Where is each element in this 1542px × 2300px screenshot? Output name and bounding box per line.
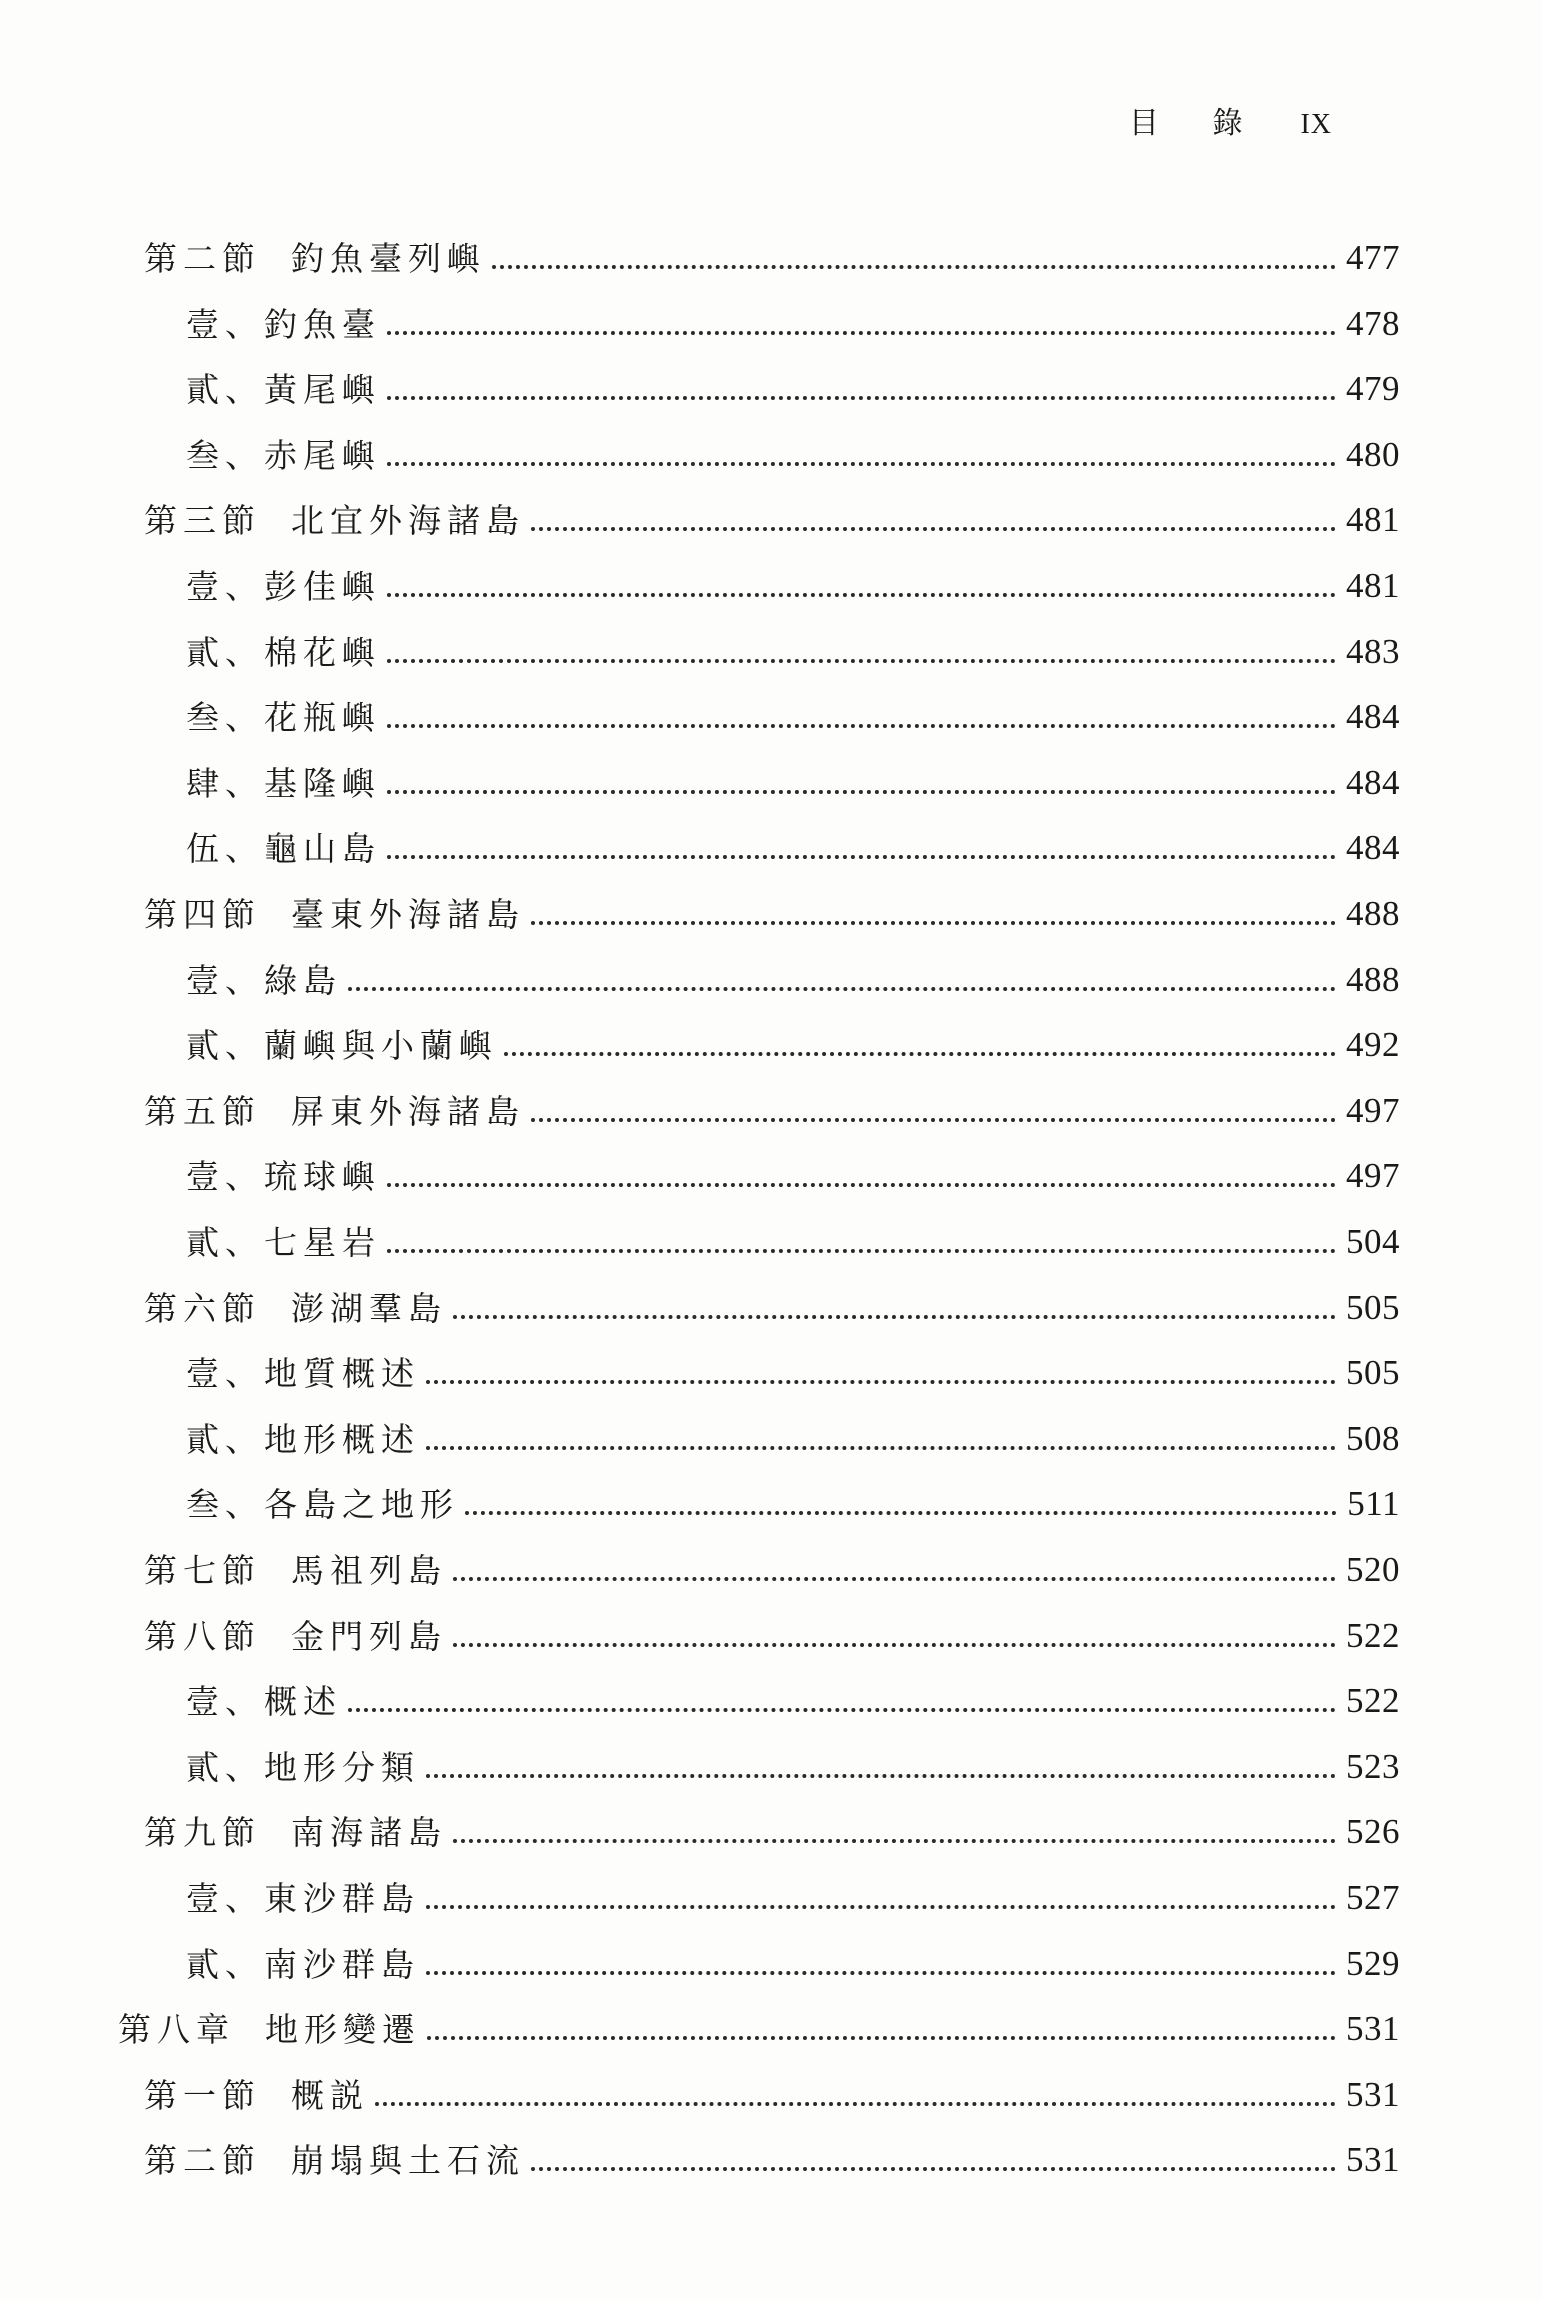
toc-entry-title: 澎湖羣島 (291, 1288, 447, 1328)
dot-leader (387, 658, 1336, 663)
dot-leader (387, 592, 1336, 597)
toc-entry (186, 1658, 1400, 1722)
toc-entry-title: 壹、綠島 (186, 960, 342, 1000)
dot-leader (348, 986, 1336, 991)
toc-entry-page-number: 523 (1346, 1746, 1400, 1786)
toc-entry-page-number: 508 (1346, 1418, 1400, 1458)
toc-entry-label (186, 1223, 385, 1262)
toc-entry (144, 477, 1400, 541)
dot-leader (387, 789, 1336, 794)
toc-entry-page-number: 497 (1346, 1090, 1400, 1130)
toc-entry-title: 金門列島 (291, 1616, 447, 1656)
dot-leader (375, 2101, 1336, 2106)
toc-entry-title: 貳、地形分類 (186, 1747, 420, 1787)
toc-entry (118, 1986, 1400, 2050)
dot-leader (465, 1510, 1337, 1515)
toc-entry-page-number: 478 (1346, 303, 1400, 343)
toc-entry (186, 1133, 1400, 1197)
toc-entry-page-number: 526 (1346, 1812, 1400, 1852)
toc-entry (144, 871, 1400, 934)
dot-leader (387, 854, 1336, 859)
toc-entry-page-number: 481 (1346, 500, 1400, 540)
toc-entry-label (118, 2010, 425, 2050)
toc-entry-label (144, 239, 490, 278)
toc-entry (186, 281, 1400, 344)
toc-entry-title: 崩塌與土石流 (291, 2141, 525, 2181)
toc-entry-title: 壹、概述 (186, 1682, 342, 1722)
toc-entry-page-number: 484 (1346, 828, 1400, 868)
toc-entry-label (186, 1879, 424, 1918)
toc-entry-page-number: 520 (1346, 1550, 1400, 1589)
toc-entry-label (186, 567, 385, 606)
toc-entry (186, 1396, 1400, 1459)
toc-entry (186, 740, 1400, 803)
toc-entry-label (186, 698, 385, 738)
toc-entry-title: 壹、地質概述 (186, 1354, 420, 1394)
toc-entry-title: 北宜外海諸島 (291, 501, 525, 541)
dot-leader (504, 1051, 1336, 1056)
toc-entry-title: 屏東外海諸島 (291, 1091, 525, 1131)
toc-entry-label (186, 304, 385, 344)
toc-entry-number: 第三節 (144, 501, 261, 541)
toc-entry (186, 1330, 1400, 1394)
toc-entry-label (144, 2075, 373, 2115)
toc-entry (144, 1265, 1400, 1328)
toc-entry (144, 1068, 1400, 1131)
running-header (1129, 98, 1332, 142)
dot-leader (453, 1576, 1336, 1581)
toc-entry-title: 貳、棉花嶼 (186, 632, 381, 672)
toc-entry-label (186, 370, 385, 410)
toc-entry-page-number: 484 (1346, 762, 1400, 802)
dot-leader (387, 395, 1336, 400)
toc-entry-page-number: 522 (1346, 1681, 1400, 1721)
toc-entry-page-number: 477 (1346, 238, 1400, 277)
toc-entry (144, 1527, 1400, 1590)
dot-leader (387, 1248, 1336, 1253)
toc-entry (144, 215, 1400, 278)
toc-entry-number: 第九節 (144, 1813, 261, 1853)
dot-leader (348, 1707, 1336, 1712)
dot-leader (531, 2166, 1336, 2171)
toc-entry-label (144, 1551, 451, 1590)
toc-entry-number: 第二節 (144, 239, 261, 278)
toc-entry-label (186, 1747, 424, 1787)
toc-entry (186, 609, 1400, 672)
toc-entry-label (144, 1091, 529, 1131)
toc-entry-title: 貳、地形概述 (186, 1419, 420, 1459)
dot-leader (426, 1970, 1336, 1975)
dot-leader (387, 1182, 1336, 1187)
toc-entry-label (186, 1026, 502, 1066)
toc-entry-title: 馬祖列島 (291, 1551, 447, 1590)
dot-leader (531, 1117, 1336, 1122)
toc-entry-label (186, 632, 385, 672)
toc-entry (144, 2117, 1400, 2181)
dot-leader (387, 723, 1336, 728)
toc-entry (186, 1002, 1400, 1066)
dot-leader (387, 461, 1336, 466)
toc-entry-page-number: 505 (1346, 1353, 1400, 1393)
toc-entry-title: 肆、基隆嶼 (186, 763, 381, 803)
toc-entry (144, 1593, 1400, 1656)
dot-leader (426, 1445, 1336, 1450)
toc-entry-label (144, 895, 529, 934)
toc-entry-label (186, 1157, 385, 1197)
toc-entry-label (186, 829, 385, 869)
toc-entry-title: 釣魚臺列嶼 (291, 239, 486, 278)
toc-entry-page-number: 531 (1346, 2009, 1400, 2049)
toc-entry-title: 壹、彭佳嶼 (186, 567, 381, 606)
toc-entry (186, 1199, 1400, 1262)
dot-leader (387, 330, 1336, 335)
toc-entry-title: 壹、東沙群島 (186, 1879, 420, 1918)
toc-entry-label (186, 1485, 463, 1525)
toc-entry-number: 第二節 (144, 2141, 261, 2181)
toc-entry-title: 臺東外海諸島 (291, 895, 525, 934)
dot-leader (427, 2035, 1336, 2040)
dot-leader (492, 264, 1336, 269)
toc-entry-page-number: 531 (1346, 2074, 1400, 2114)
page-folio: IX (1300, 109, 1332, 140)
toc-entry-label (186, 1354, 424, 1394)
toc-entry-number: 第一節 (144, 2075, 261, 2115)
toc-entry-title: 貳、七星岩 (186, 1223, 381, 1262)
toc-entry-number: 第七節 (144, 1551, 261, 1590)
toc-entry-page-number: 504 (1346, 1222, 1400, 1261)
toc-entry-title: 地形變遷 (265, 2010, 421, 2050)
dot-leader (531, 920, 1336, 925)
toc-entry-number: 第四節 (144, 895, 261, 934)
dot-leader (426, 1904, 1336, 1909)
toc-entry-title: 貳、黃尾嶼 (186, 370, 381, 410)
toc-entry-page-number: 479 (1346, 369, 1400, 409)
toc-entry-title: 伍、龜山島 (186, 829, 381, 869)
toc-entry-page-number: 529 (1346, 1943, 1400, 1983)
toc-entry-title: 叁、各島之地形 (186, 1485, 459, 1525)
toc-entry-page-number: 527 (1346, 1878, 1400, 1917)
toc-entry (144, 2052, 1400, 2115)
toc-entry-number: 第五節 (144, 1091, 261, 1131)
toc-entry (186, 1461, 1400, 1525)
toc-entry (186, 1921, 1400, 1984)
toc-entry-page-number: 492 (1346, 1025, 1400, 1065)
toc-entry-number: 第八節 (144, 1616, 261, 1656)
toc-entry-title: 概説 (291, 2075, 369, 2115)
toc-entry-number: 第六節 (144, 1288, 261, 1328)
toc-entry-label (186, 1682, 346, 1722)
toc-entry-page-number: 505 (1346, 1287, 1400, 1327)
toc-entry-label (186, 763, 385, 803)
dot-leader (426, 1773, 1336, 1778)
toc-entry (144, 1789, 1400, 1853)
toc-entry-label (144, 1813, 451, 1853)
toc-entry-label (144, 1288, 451, 1328)
toc-entry-title: 壹、釣魚臺 (186, 304, 381, 344)
toc-entry-label (186, 960, 346, 1000)
toc-entry (186, 543, 1400, 606)
toc-entry (186, 805, 1400, 869)
toc-entry-label (144, 501, 529, 541)
dot-leader (453, 1838, 1336, 1843)
toc-entry-title: 壹、琉球嶼 (186, 1157, 381, 1197)
toc-entry-label (144, 2141, 529, 2181)
toc-entry-title: 叁、花瓶嶼 (186, 698, 381, 738)
toc-entry-page-number: 484 (1346, 697, 1400, 737)
toc-entry-label (186, 1944, 424, 1984)
toc-entry-title: 叁、赤尾嶼 (186, 435, 381, 475)
toc-entry-title: 南海諸島 (291, 1813, 447, 1853)
dot-leader (531, 526, 1336, 531)
toc-entry (186, 1724, 1400, 1787)
toc-entry (186, 346, 1400, 410)
toc-entry-label (186, 435, 385, 475)
toc-entry-title: 貳、蘭嶼與小蘭嶼 (186, 1026, 498, 1066)
toc-entry-number: 第八章 (118, 2010, 235, 2050)
toc-entry-label (144, 1616, 451, 1656)
toc-entry-page-number: 511 (1347, 1484, 1400, 1524)
toc-entry-page-number: 531 (1346, 2140, 1400, 2180)
toc-entry-page-number: 483 (1346, 631, 1400, 671)
dot-leader (426, 1379, 1336, 1384)
toc-entry (186, 937, 1400, 1000)
toc-entry-title: 貳、南沙群島 (186, 1944, 420, 1984)
toc-entry-page-number: 497 (1346, 1156, 1400, 1196)
toc-entry (186, 1855, 1400, 1918)
dot-leader (453, 1642, 1336, 1647)
dot-leader (453, 1314, 1336, 1319)
toc-entry-page-number: 481 (1346, 566, 1400, 605)
header-title: 目 錄 (1128, 106, 1265, 141)
toc-entry-label (186, 1419, 424, 1459)
toc-entry (186, 412, 1400, 475)
toc-entry-page-number: 488 (1346, 894, 1400, 933)
toc-entry (186, 674, 1400, 738)
toc-entry-page-number: 522 (1346, 1615, 1400, 1655)
toc-entry-page-number: 488 (1346, 959, 1400, 999)
toc-entry-page-number: 480 (1346, 434, 1400, 474)
